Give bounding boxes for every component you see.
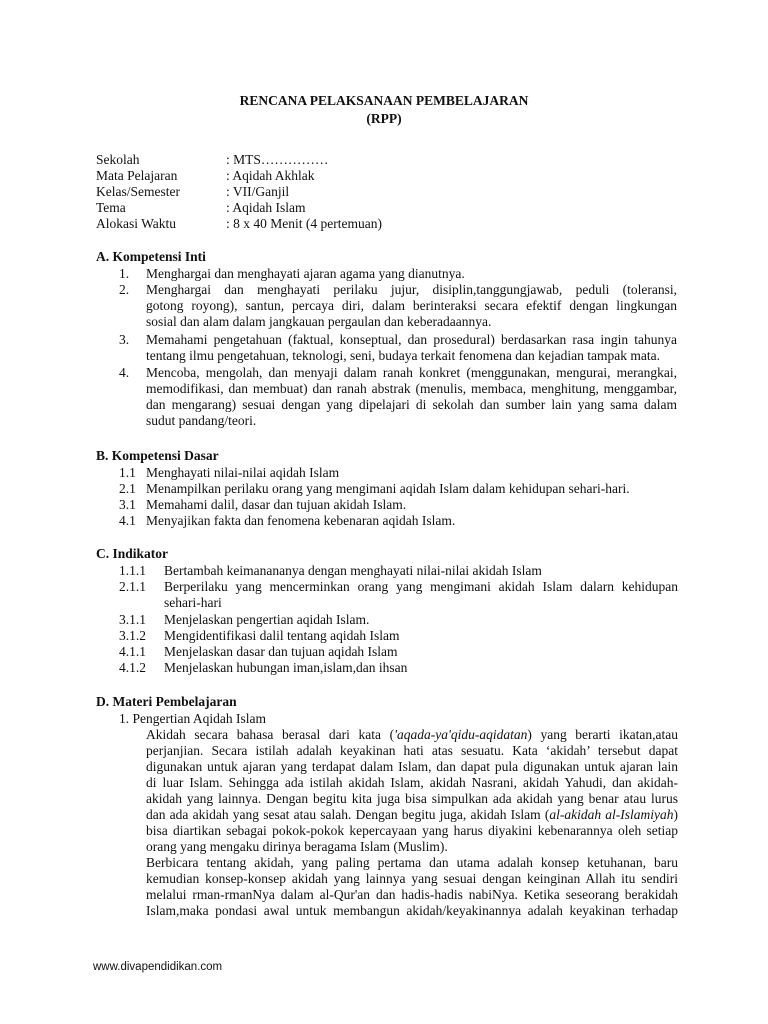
section-heading: A. Kompetensi Inti [96, 249, 206, 264]
item-line: memodifikasi, dan membuat) dan ranah abstrak (menulis, membaca, menghitung, menggambar, [146, 381, 677, 396]
paragraph-2 [146, 855, 678, 919]
paragraph-line: digunakan untuk ajaran yang terdapat dalam Islam, dan dapat pula digunakan untuk ajaran lain [146, 759, 678, 774]
identity-label: Kelas/Semester [96, 184, 180, 199]
item-line: sudut pandang/teori. [146, 413, 257, 428]
paragraph-line: dan ada akidah yang sesat atau salah. Dengan begitu juga, akidah Islam (al-akidah al-Islamiyah) [146, 807, 679, 822]
paragraph-line: di luar Islam. Sehingga ada istilah akidah Islam, akidah Nasrani, akidah Yahudi, dan akidah- [146, 775, 678, 790]
identity-label: Alokasi Waktu [96, 216, 177, 231]
item-number: 3. [119, 332, 130, 347]
item-line: sehari-hari [164, 595, 222, 610]
identity-value: : Aqidah Akhlak [226, 168, 315, 183]
item-number: 4.1 [119, 513, 136, 528]
paragraph-line: kemudian konsep-konsep akidah yang lainnya yang sesuai dengan keinginan Allah itu sendiri [146, 871, 678, 886]
identity-label: Tema [96, 200, 126, 215]
paragraph-line: Berbicara tentang akidah, yang paling pertama dan utama adalah konsep ketuhanan, baru [146, 855, 678, 870]
section-heading: D. Materi Pembelajaran [96, 694, 237, 709]
subsection-heading: 1. Pengertian Aqidah Islam [119, 711, 266, 726]
item-number: 1.1 [119, 465, 136, 480]
item-line: Mencoba, mengolah, dan menyaji dalam ranah konkret (menggunakan, mengurai, merangkai, [146, 365, 677, 380]
identity-value: : Aqidah Islam [226, 200, 306, 215]
item-paragraph [146, 282, 677, 330]
item-line: Memahami pengetahuan (faktual, konseptual, dan prosedural) berdasarkan rasa ingin tahunya [146, 332, 677, 347]
identity-label: Mata Pelajaran [96, 168, 178, 183]
item-text: Menjelaskan hubungan iman,islam,dan ihsan [164, 660, 408, 675]
identity-value: : 8 x 40 Menit (4 pertemuan) [226, 216, 382, 231]
document-title: RENCANA PELAKSANAAN PEMBELAJARAN [239, 93, 529, 108]
item-number: 1.1.1 [119, 563, 146, 578]
item-text: Menampilkan perilaku orang yang mengimani aqidah Islam dalam kehidupan sehari-hari. [146, 481, 630, 496]
paragraph-line: orang yang mengaku dirinya beragama Islam (Muslim). [146, 839, 448, 854]
section-heading: B. Kompetensi Dasar [96, 448, 219, 463]
item-text: Menghargai dan menghayati ajaran agama yang dianutnya. [146, 266, 465, 281]
paragraph-1 [146, 727, 678, 855]
item-line: Menghargai dan menghayati perilaku jujur, disiplin,tanggungjawab, peduli (toleransi, [146, 282, 677, 297]
item-text: Memahami dalil, dasar dan tujuan akidah Islam. [146, 497, 407, 512]
paragraph-line: akidah yang lainnya. Dengan begitu kita juga bisa simpulkan ada akidah yang benar atau lurus [146, 791, 678, 806]
paragraph-line: Akidah secara bahasa berasal dari kata ('aqada-ya'qidu-aqidatan) yang berarti ikatan,atau [146, 727, 678, 742]
item-number: 3.1 [119, 497, 136, 512]
item-number: 4.1.1 [119, 644, 146, 659]
identity-value: : MTS…………… [226, 152, 329, 167]
item-number: 3.1.1 [119, 612, 146, 627]
item-number: 2.1 [119, 481, 136, 496]
item-line: gotong royong), santun, percaya diri, dalam berinteraksi secara efektif dengan lingkungan [146, 298, 677, 313]
document-subtitle: (RPP) [366, 111, 402, 126]
paragraph-line: Islam,maka pondasi awal untuk membangun akidah/keyakinannya adalah keyakinan terhadap [146, 903, 678, 918]
item-number: 4. [119, 365, 130, 380]
item-number: 2. [119, 282, 130, 297]
item-paragraph [164, 579, 678, 611]
item-number: 3.1.2 [119, 628, 146, 643]
item-text: Menyajikan fakta dan fenomena kebenaran aqidah Islam. [146, 513, 456, 528]
item-number: 1. [119, 266, 130, 281]
item-number: 2.1.1 [119, 579, 146, 594]
item-text: Bertambah keimanananya dengan menghayati nilai-nilai akidah Islam [164, 563, 542, 578]
identity-value: : VII/Ganjil [226, 184, 290, 199]
item-text: Mengidentifikasi dalil tentang aqidah Islam [164, 628, 400, 643]
footer-website: www.divapendidikan.com [93, 961, 223, 973]
item-text: Menghayati nilai-nilai aqidah Islam [146, 465, 340, 480]
item-text: Menjelaskan dasar dan tujuan aqidah Islam [164, 644, 398, 659]
item-line: sosial dan alam dalam jangkauan pergaulan dan keberadaannya. [146, 314, 492, 329]
item-line: dan mengarang) sesuai dengan yang dipelajari di sekolah dan sumber lain yang sama dalam [146, 397, 677, 412]
identity-label: Sekolah [96, 152, 140, 167]
section-heading: C. Indikator [96, 546, 169, 561]
item-paragraph [146, 332, 677, 364]
item-text: Menjelaskan pengertian aqidah Islam. [164, 612, 370, 627]
item-line: tentang ilmu pengetahuan, teknologi, seni, budaya terkait fenomena dan kejadian tampak mata. [146, 348, 660, 363]
item-line: Berperilaku yang mencerminkan orang yang mengimani akidah Islam dalarn kehidupan [164, 579, 678, 594]
paragraph-line: melalui rman-rmanNya dalam al-Qur'an dan hadis-hadis nabiNya. Ketika seseorang berakidah [146, 887, 678, 902]
item-number: 4.1.2 [119, 660, 146, 675]
item-paragraph [146, 365, 677, 429]
paragraph-line: perjanjian. Secara istilah adalah keyakinan hati atas sesuatu. Kata ‘akidah’ tersebut dapat [146, 743, 678, 758]
paragraph-line: bisa diartikan sebagai pokok-pokok kepercayaan yang harus diyakini kebenarannya oleh setiap [146, 823, 678, 838]
